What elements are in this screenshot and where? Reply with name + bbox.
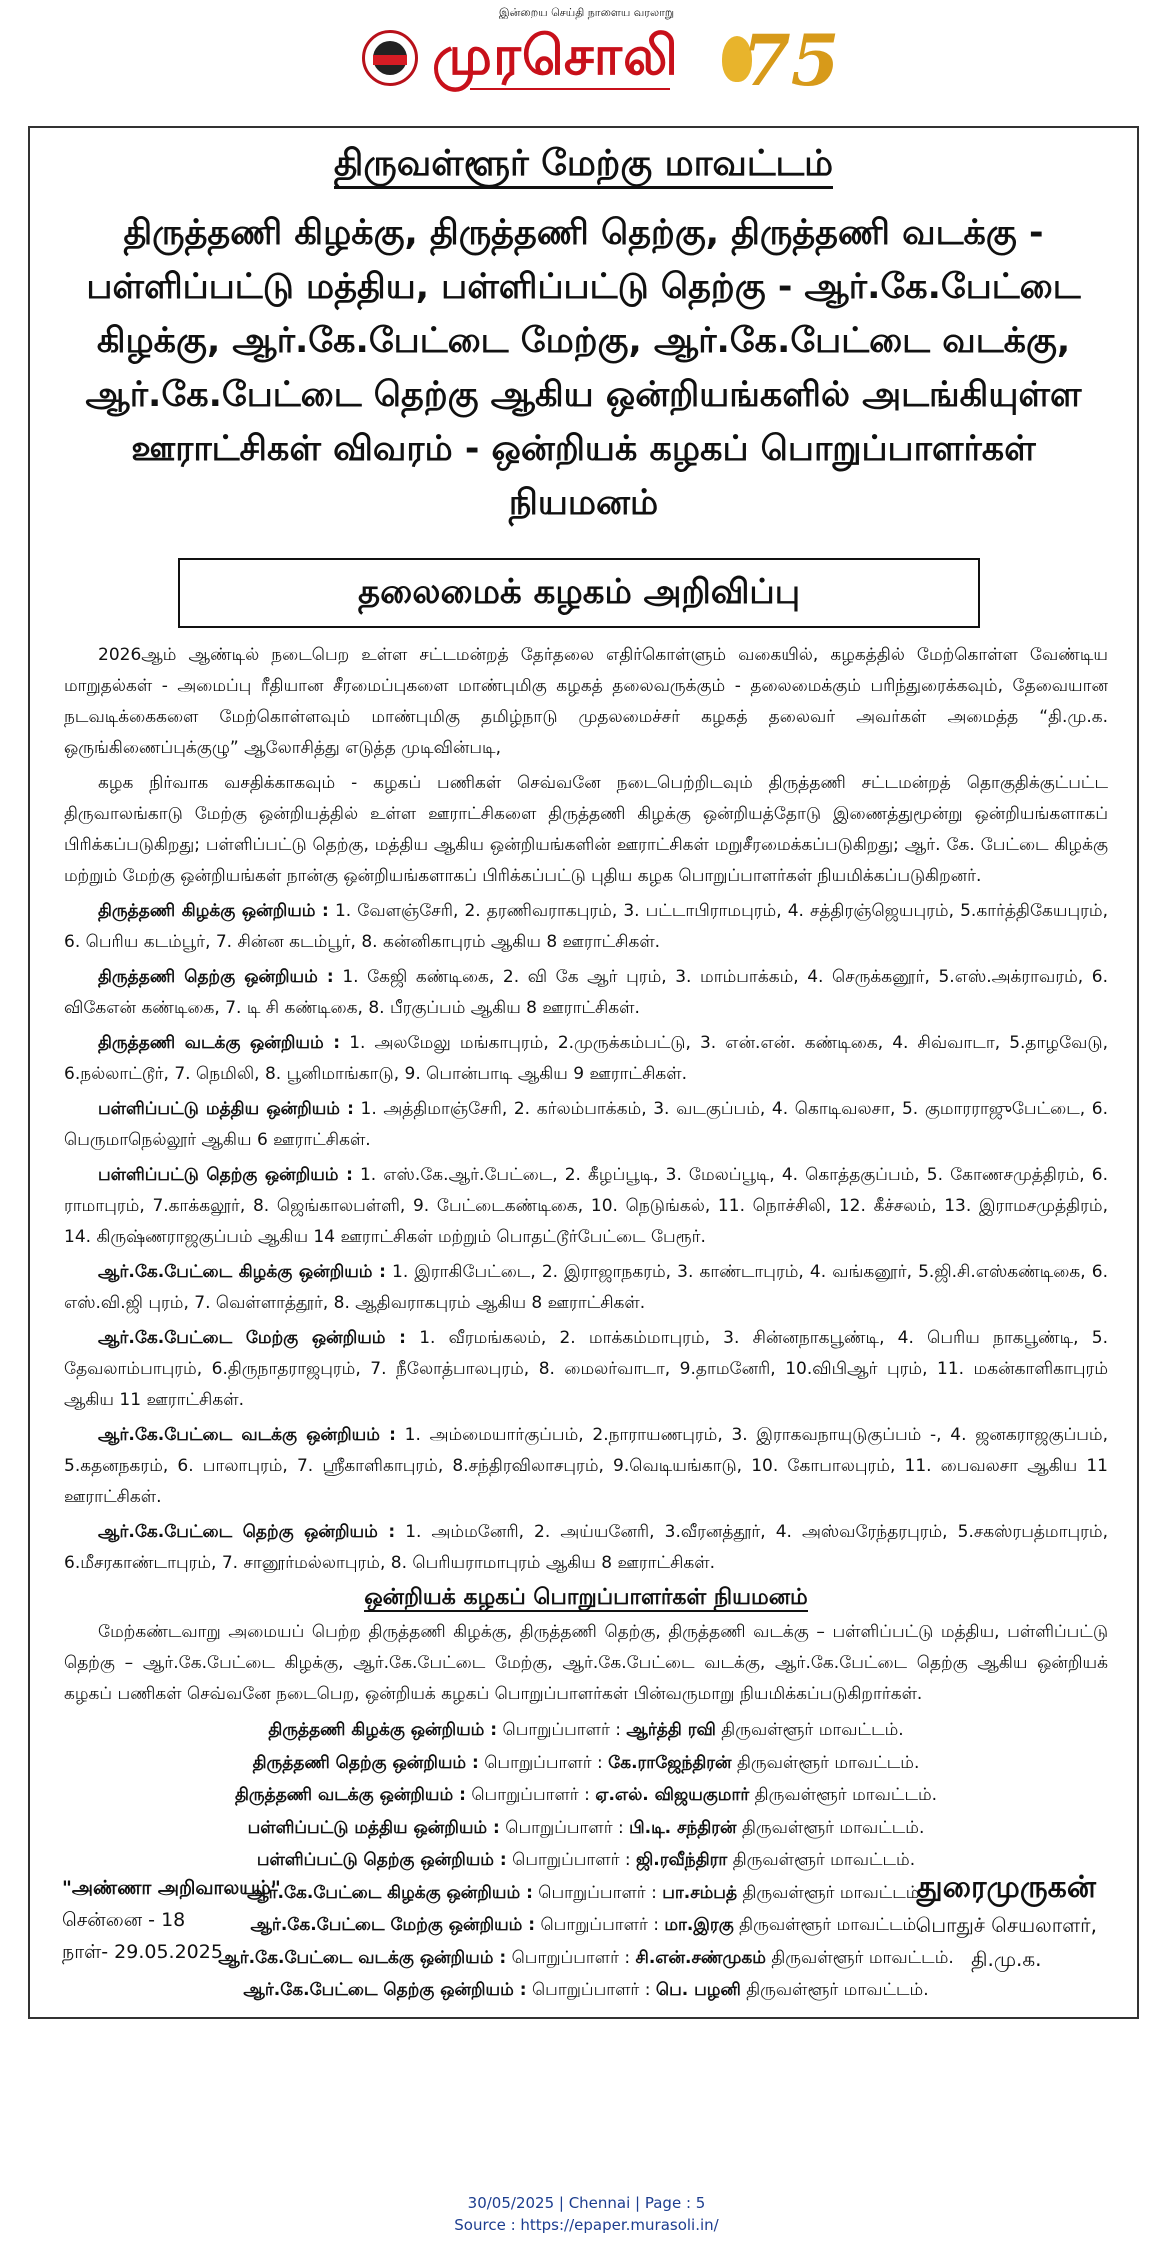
notice-headline: திருத்தணி கிழக்கு, திருத்தணி தெற்கு, திருத்தணி வடக்கு - பள்ளிப்பட்டு மத்திய, பள்ளிப்பட்டு தெற்கு - ஆர்.கே.பேட்டை கிழக்கு, ஆர்.கே.பேட்டை மேற்கு, ஆர்.கே.பேட்டை வடக்கு, ஆர்.கே.பேட்டை தெற்கு ஆகிய ஒன்றியங்களில் அடங்கியுள்ள ஊராட்சிகள் விவரம் - ஒன்றியக் கழகப் பொறுப்பாளர்கள் நியமனம் [85, 213, 1082, 523]
footer-place: "அண்ணா அறிவாலயம்" [62, 1877, 281, 1899]
union-paragraph [64, 962, 1108, 1024]
page-info: 30/05/2025 | Chennai | Page : 5 [467, 2194, 706, 2212]
signatory-name: துரைமுருகன் [916, 1870, 1096, 1905]
union-name: பள்ளிப்பட்டு தெற்கு ஒன்றியம் : [98, 1165, 353, 1185]
appointment-intro: மேற்கண்டவாறு அமையப் பெற்ற திருத்தணி கிழக்கு, திருத்தணி தெற்கு, திருத்தணி வடக்கு – பள்ளிப்பட்டு மத்திய, பள்ளிப்பட்டு தெற்கு – ஆர்.கே.பேட்டை கிழக்கு, ஆர்.கே.பேட்டை மேற்கு, ஆர்.கே.பேட்டை வடக்கு, ஆர்.கே.பேட்டை தெற்கு ஆகிய ஒன்றியக் கழகப் பணிகள் செவ்வனே நடைபெற, ஒன்றியக் கழகப் பொறுப்பாளர்கள் பின்வருமாறு நியமிக்கப்படுகிறார்கள். [64, 1622, 1108, 1704]
notice-box [28, 126, 1139, 2019]
appointment-person: கே.ராஜேந்திரன் [608, 1752, 732, 1773]
union-villages: 1. அலமேலு மங்காபுரம், 2.முருக்கம்பட்டு, 3. என்.என். கண்டிகை, 4. சிவ்வாடா, 5.தாழவேடு, 6.நல்லாட்டூர், 7. நெமிலி, 8. பூனிமாங்காடு, 9. பொன்பாடி ஆகிய 9 ஊராட்சிகள். [64, 1033, 1108, 1084]
party-emblem-icon [362, 30, 418, 86]
union-villages: 1. அம்மையார்குப்பம், 2.நாராயணபுரம், 3. இராகவநாயுடுகுப்பம் -, 4. ஜனகராஜகுப்பம், 5.கதனநகரம், 6. பாலாபுரம், 7. ஸ்ரீகாளிகாபுரம், 8.சந்திரவிலாசபுரம், 9.வெடியங்காடு, 10. கோபாலபுரம், 11. பைவலசா ஆகிய 11 ஊராட்சிகள். [64, 1425, 1108, 1507]
union-paragraph [64, 1517, 1108, 1579]
appointment-role: பொறுப்பாளர் : [531, 1980, 651, 2000]
union-paragraph [64, 1094, 1108, 1156]
appointment-subheading: ஒன்றியக் கழகப் பொறுப்பாளர்கள் நியமனம் [364, 1585, 808, 1610]
appointment-union: பள்ளிப்பட்டு மத்திய ஒன்றியம் : [247, 1817, 500, 1838]
union-name: ஆர்.கே.பேட்டை தெற்கு ஒன்றியம் : [98, 1522, 396, 1542]
appointment-role: பொறுப்பாளர் : [512, 1850, 631, 1870]
appointment-person: பெ. பழனி [655, 1980, 741, 2000]
masthead [0, 0, 1173, 110]
appointment-union: ஆர்.கே.பேட்டை வடக்கு ஒன்றியம் : [218, 1947, 507, 1968]
appointment-union: திருத்தணி தெற்கு ஒன்றியம் : [252, 1752, 479, 1773]
footer-city: சென்னை - 18 [62, 1909, 186, 1931]
footer-date: நாள்- 29.05.2025 [62, 1941, 223, 1963]
signatory-designation: பொதுச் செயலாளர், [915, 1913, 1097, 1937]
notice-footer-signature [916, 1868, 1097, 1976]
appointment-role: பொறுப்பாளர் : [471, 1785, 590, 1805]
intro-paragraph-2: கழக நிர்வாக வசதிக்காகவும் - கழகப் பணிகள் செவ்வனே நடைபெற்றிடவும் திருத்தணி சட்டமன்றத் தொகுதிக்குட்பட்ட திருவாலங்காடு மேற்கு ஒன்றியத்தில் உள்ள ஊராட்சிகளை திருத்தணி கிழக்கு ஒன்றியத்தோடு இணைத்துமூன்று ஒன்றியங்களாகப் பிரிக்கப்படுகிறது; பள்ளிப்பட்டு தெற்கு, மத்திய ஆகிய ஒன்றியங்களின் ஊராட்சிகள் மறுசீரமைக்கப்படுகிறது; ஆர். கே. பேட்டை கிழக்கு மற்றும் மேற்கு ஒன்றியங்கள் நான்கு ஒன்றியங்களாகப் பிரிக்கப்பட்டு புதிய கழக பொறுப்பாளர்கள் நியமிக்கப்படுகிறனர். [64, 773, 1108, 886]
union-list [64, 896, 1108, 1579]
appointment-role: பொறுப்பாளர் : [484, 1752, 603, 1773]
union-villages: 1. எஸ்.கே.ஆர்.பேட்டை, 2. கீழப்பூடி, 3. மேலப்பூடி, 4. கொத்தகுப்பம், 5. கோணசமுத்திரம், 6. ராமாபுரம், 7.காக்கலூர், 8. ஜெங்காலபள்ளி, 9. பேட்டைகண்டிகை, 10. நெடுங்கல், 11. நொச்சிலி, 12. கீச்சலம், 13. இராமசமுத்திரம், 14. கிருஷ்ணராஜகுப்பம் ஆகிய 14 ஊராட்சிகள் மற்றும் பொதட்டூர்பேட்டை பேரூர். [64, 1165, 1108, 1247]
union-villages: 1. அம்மனேரி, 2. அய்யனேரி, 3.வீரனத்தூர், 4. அஸ்வரேந்தரபுரம், 5.சகஸ்ரபத்மாபுரம், 6.மீசரகாண்டாபுரம், 7. சானூர்மல்லாபுரம், 8. பெரியராமாபுரம் ஆகிய 8 ஊராட்சிகள். [64, 1522, 1109, 1573]
appointment-row [64, 1812, 1108, 1845]
union-name: ஆர்.கே.பேட்டை மேற்கு ஒன்றியம் : [98, 1328, 406, 1348]
appointment-role: பொறுப்பாளர் : [505, 1817, 624, 1838]
appointment-role: பொறுப்பாளர் : [538, 1882, 657, 1903]
appointment-district: திருவள்ளூர் மாவட்டம். [754, 1785, 938, 1805]
district-heading: திருவள்ளூர் மேற்கு மாவட்டம் [30, 142, 1137, 186]
appointment-district: திருவள்ளூர் மாவட்டம். [771, 1947, 954, 1968]
intro-paragraph-1: 2026ஆம் ஆண்டில் நடைபெற உள்ள சட்டமன்றத் தேர்தலை எதிர்கொள்ளும் வகையில், கழகத்தில் மேற்கொள்ள வேண்டிய மாறுதல்கள் - அமைப்பு ரீதியான சீரமைப்புகளை மாண்புமிகு கழகத் தலைவருக்கும் - தலைமைக்கும் பரிந்துரைக்கவும், தேவையான நடவடிக்கைகளை மேற்கொள்ளவும் மாண்புமிகு தமிழ்நாடு முதலமைச்சர் கழகத் தலைவர் அவர்கள் அமைத்த “தி.மு.க. ஒருங்கிணைப்புக்குழு” ஆலோசித்து எடுத்த முடிவின்படி, [64, 645, 1108, 758]
appointment-district: திருவள்ளூர் மாவட்டம். [741, 1817, 925, 1838]
appointment-district: திருவள்ளூர் மாவட்டம். [742, 1882, 925, 1903]
appointment-union: ஆர்.கே.பேட்டை கிழக்கு ஒன்றியம் : [247, 1882, 533, 1903]
union-name: திருத்தணி வடக்கு ஒன்றியம் : [98, 1033, 341, 1053]
newspaper-logo: முரசொலி [432, 23, 679, 87]
anniversary-mark: 75 [742, 19, 840, 102]
appointment-person: சி.என்.சண்முகம் [635, 1947, 766, 1968]
union-villages: 1. கேஜி கண்டிகை, 2. வி கே ஆர் புரம், 3. மாம்பாக்கம், 4. செருக்கனூர், 5.எஸ்.அக்ராவரம், 6. விகேஎன் கண்டிகை, 7. டி சி கண்டிகை, 8. பீரகுப்பம் ஆகிய 8 ஊராட்சிகள். [64, 967, 1109, 1018]
union-paragraph [64, 1257, 1108, 1319]
appointment-row [64, 1974, 1108, 2007]
appointment-row [64, 1714, 1108, 1747]
appointment-union: திருத்தணி வடக்கு ஒன்றியம் : [234, 1785, 466, 1805]
union-villages: 1. அத்திமாஞ்சேரி, 2. கர்லம்பாக்கம், 3. வடகுப்பம், 4. கொடிவலசா, 5. குமாரராஜுபேட்டை, 6. பெருமாநெல்லூர் ஆகிய 6 ஊராட்சிகள். [64, 1099, 1108, 1150]
union-villages: 1. வீரமங்கலம், 2. மாக்கம்மாபுரம், 3. சின்னநாகபூண்டி, 4. பெரிய நாகபூண்டி, 5. தேவலாம்பாபுரம், 6.திருநாதராஜபுரம், 7. நீலோத்பாலபுரம், 8. மைலர்வாடா, 9.தாமனேரி, 10.விபிஆர் புரம், 11. மகன்காளிகாபுரம் ஆகிய 11 ஊராட்சிகள். [64, 1328, 1108, 1410]
union-villages: 1. இராகிபேட்டை, 2. இராஜாநகரம், 3. காண்டாபுரம், 4. வங்கனூர், 5.ஜி.சி.எஸ்கண்டிகை, 6. எஸ்.வி.ஜி புரம், 7. வெள்ளாத்தூர், 8. ஆதிவராகபுரம் ஆகிய 8 ஊராட்சிகள். [64, 1262, 1109, 1313]
appointment-district: திருவள்ளூர் மாவட்டம். [721, 1720, 904, 1740]
union-name: திருத்தணி கிழக்கு ஒன்றியம் : [98, 901, 329, 921]
appointment-union: ஆர்.கே.பேட்டை தெற்கு ஒன்றியம் : [243, 1980, 527, 2000]
union-paragraph [64, 1028, 1108, 1090]
union-paragraph [64, 896, 1108, 958]
union-villages: 1. வேளஞ்சேரி, 2. தரணிவராகபுரம், 3. பட்டாபிராமபுரம், 4. சத்திரஞ்ஜெயபுரம், 5.கார்த்திகேயபுரம், 6. பெரிய கடம்பூர், 7. சின்ன கடம்பூர், 8. கன்னிகாபுரம் ஆகிய 8 ஊராட்சிகள். [64, 901, 1108, 952]
announcement-title: தலைமைக் கழகம் அறிவிப்பு [178, 558, 980, 628]
appointment-role: பொறுப்பாளர் : [511, 1947, 631, 1968]
notice-footer-left [62, 1872, 281, 1968]
appointment-person: ஆர்த்தி ரவி [626, 1720, 716, 1740]
signatory-party: தி.மு.க. [971, 1947, 1042, 1971]
appointment-district: திருவள்ளூர் மாவட்டம். [746, 1980, 929, 2000]
union-name: ஆர்.கே.பேட்டை வடக்கு ஒன்றியம் : [98, 1425, 396, 1445]
appointment-union: திருத்தணி கிழக்கு ஒன்றியம் : [268, 1720, 498, 1740]
notice-body [64, 640, 1108, 2007]
appointment-person: ஜி.ரவீந்திரா [636, 1850, 728, 1870]
appointment-person: பா.சம்பத் [662, 1882, 738, 1903]
appointment-district: திருவள்ளூர் மாவட்டம். [732, 1850, 916, 1870]
union-paragraph [64, 1160, 1108, 1253]
appointment-row [64, 1779, 1108, 1812]
appointment-district: திருவள்ளூர் மாவட்டம். [739, 1915, 922, 1935]
union-name: ஆர்.கே.பேட்டை கிழக்கு ஒன்றியம் : [98, 1262, 386, 1282]
appointment-row [64, 1747, 1108, 1780]
appointment-union: பள்ளிப்பட்டு தெற்கு ஒன்றியம் : [256, 1850, 507, 1870]
appointment-person: ஏ.எல். விஜயகுமார் [595, 1785, 750, 1805]
masthead-tagline: இன்றைய செய்தி நாளைய வரலாறு [498, 6, 675, 19]
appointment-role: பொறுப்பாளர் : [502, 1720, 622, 1740]
union-name: பள்ளிப்பட்டு மத்திய ஒன்றியம் : [98, 1099, 354, 1119]
appointment-role: பொறுப்பாளர் : [540, 1915, 659, 1935]
appointment-union: ஆர்.கே.பேட்டை மேற்கு ஒன்றியம் : [250, 1915, 536, 1935]
appointment-district: திருவள்ளூர் மாவட்டம். [736, 1752, 920, 1773]
source-link[interactable]: Source : https://epaper.murasoli.in/ [454, 2216, 719, 2234]
union-name: திருத்தணி தெற்கு ஒன்றியம் : [98, 967, 334, 987]
union-paragraph [64, 1323, 1108, 1416]
logo-underline [470, 88, 670, 100]
union-paragraph [64, 1420, 1108, 1513]
appointment-person: மா.இரகு [664, 1915, 734, 1935]
appointment-person: பி.டி. சந்திரன் [629, 1817, 737, 1838]
